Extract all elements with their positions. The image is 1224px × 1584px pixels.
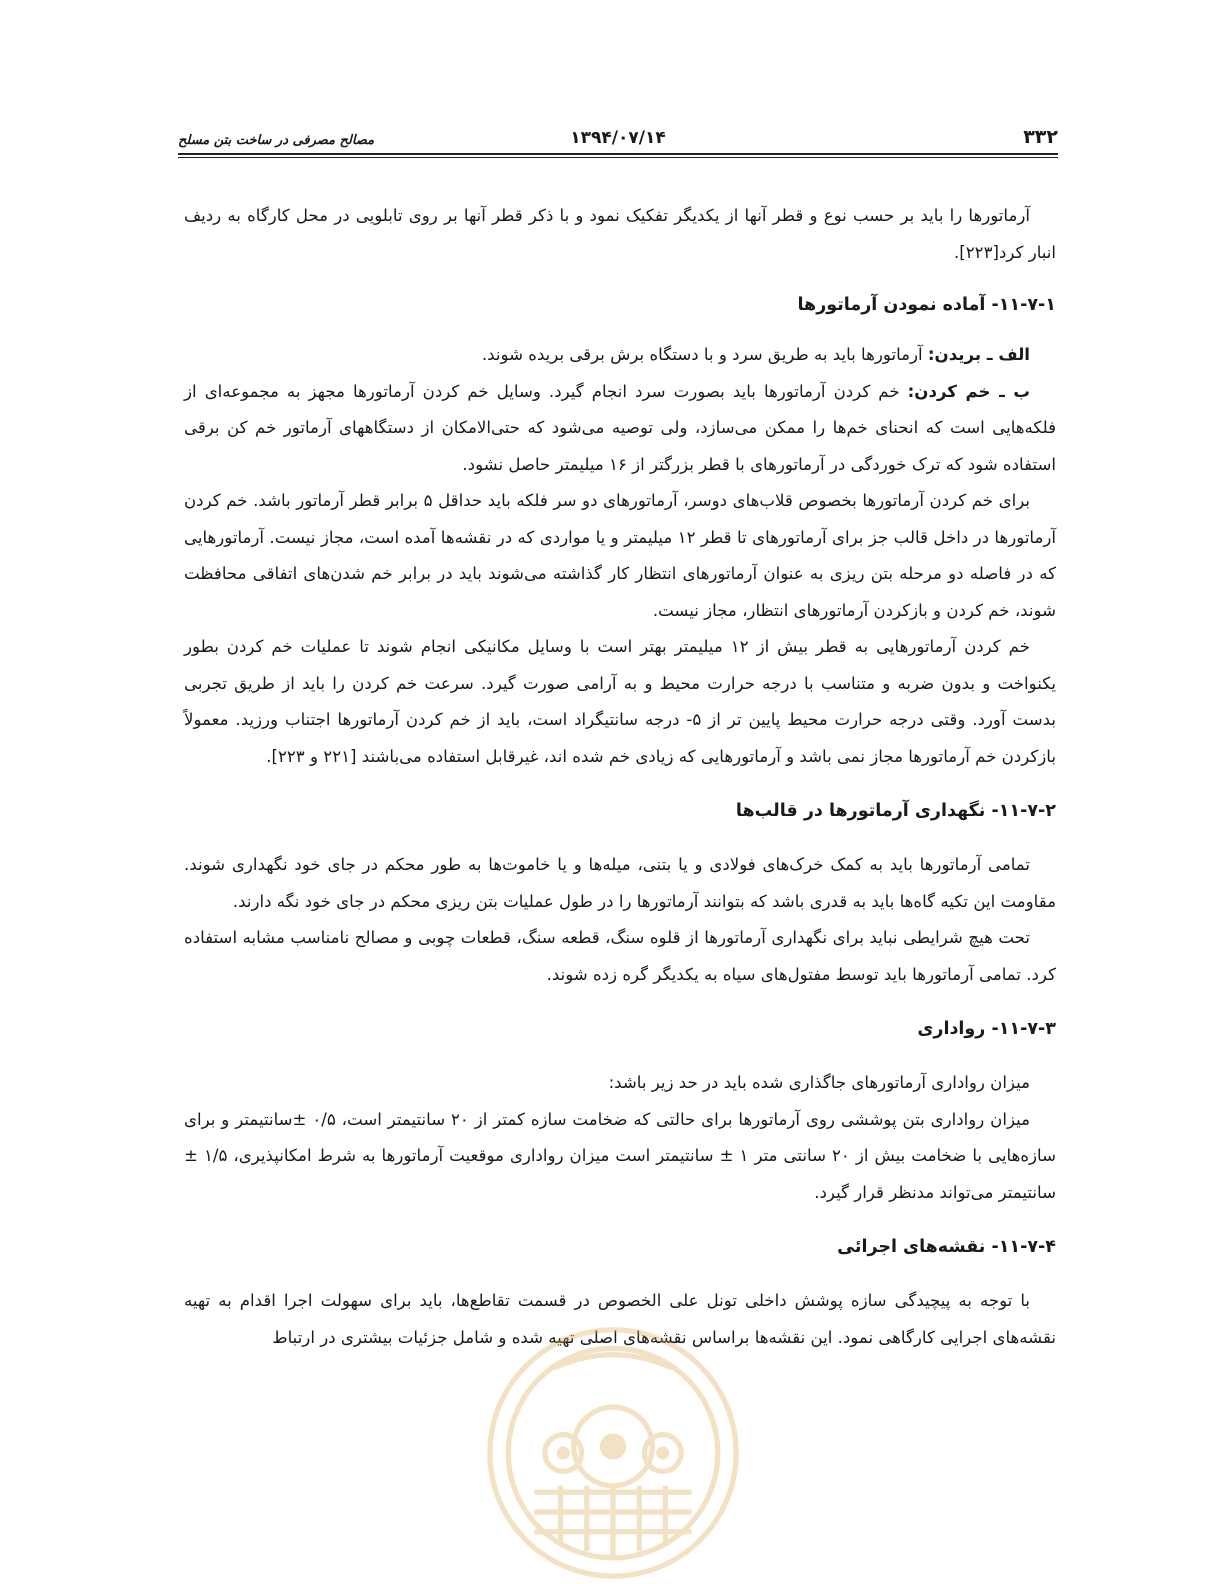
section-heading-1: ۱۱-۷-۱- آماده نمودن آرماتورها xyxy=(797,295,1056,315)
item-cutting xyxy=(184,337,1056,374)
item-bending-label: ب ـ خم کردن: xyxy=(907,381,1030,401)
item-cutting-label: الف ـ بریدن: xyxy=(927,345,1030,364)
item-bending-text: خم کردن آرماتورها باید بصورت سرد انجام گیرد. وسایل خم کردن آرماتورها مجهز به مجموعه‌ای از فلکه‌هایی است که انحنای خم‌ها را ممکن می‌سازد، ولی توصیه می‌شود که حتی‌الامکان از دستگاههای آرماتور خم کن برقی استفاده شود که ترک خوردگی در آرماتورهای با قطر بزرگتر از ۱۶ میلیمتر حاصل نشود. xyxy=(184,381,1056,474)
paragraph: تمامی آرماتورها باید به کمک خرک‌های فولادی و یا بتنی، میله‌ها و یا خاموت‌ها به طور محکم در جای خود نگهداری شوند. مقاومت این تکیه گاه‌ها باید به قدری باشد که بتوانند آرماتورها را در طول عملیات بتن ریزی محکم در جای خود نگه دارند. xyxy=(184,855,1056,911)
item-cutting-text: آرماتورها باید به طریق سرد و با دستگاه برش برقی بریده شوند. xyxy=(481,345,928,364)
page-header xyxy=(178,120,1058,148)
header-date: ۱۳۹۴/۰۷/۱۴ xyxy=(570,128,666,148)
section-heading-3: ۱۱-۷-۳- رواداری xyxy=(917,1019,1056,1039)
paragraph: برای خم کردن آرماتورها بخصوص قلاب‌های دوسر، آرماتورهای دو سر فلکه باید حداقل ۵ برابر قطر آرماتور باشد. خم کردن آرماتورها در داخل قالب جز برای آرماتورهای تا قطر ۱۲ میلیمتر و یا مواردی که در نقشه‌ها آمده است، مجاز نیست. آرماتورهایی که در فاصله دو مرحله بتن ریزی به عنوان آرماتورهای انتظار کار گذاشته می‌شوند باید در برابر خم شدن‌های اتفاقی محافظت شوند، خم کردن و بازکردن آرماتورهای انتظار، مجاز نیست. xyxy=(184,491,1057,620)
body-text xyxy=(184,198,1056,1356)
page-number: ۳۳۲ xyxy=(1023,126,1058,148)
intro-paragraph: آرماتورها را باید بر حسب نوع و قطر آنها از یکدیگر تفکیک نمود و با ذکر قطر آنها بر روی تابلویی در محل کارگاه به ردیف انبار کرد[۲۲۳]. xyxy=(184,206,1056,262)
institution-seal-icon xyxy=(482,1322,744,1584)
section-heading-2: ۱۱-۷-۲- نگهداری آرماتورها در قالب‌ها xyxy=(735,801,1056,821)
running-title: مصالح مصرفی در ساخت بتن مسلح xyxy=(178,133,375,148)
paragraph: خم کردن آرماتورهایی به قطر بیش از ۱۲ میلیمتر بهتر است با وسایل مکانیکی انجام شوند تا عملیات خم کردن بطور یکنواخت و بدون ضربه و متناسب با درجه حرارت محیط و به آرامی صورت گیرد. سرعت خم کردن را باید از طریق تجربی بدست آورد. وقتی درجه حرارت محیط پایین تر از ۵- درجه سانتیگراد است، باید از خم کردن آرماتورها اجتناب ورزید. معمولاً بازکردن خم آرماتورها مجاز نمی باشد و آرماتورهایی که زیادی خم شده اند، غیرقابل استفاده می‌باشند [۲۲۱ و ۲۲۳]. xyxy=(184,637,1056,766)
paragraph: میزان رواداری بتن پوششی روی آرماتورها برای حالتی که ضخامت سازه کمتر از ۲۰ سانتیمتر است، ۰/۵ ±سانتیمتر و برای سازه‌هایی با ضخامت بیش از ۲۰ سانتی متر ۱ ± سانتیمتر است میزان رواداری موقعیت آرماتورها به شرط امکانپذیری، ۱/۵ ± سانتیمتر می‌تواند مدنظر قرار گیرد. xyxy=(184,1109,1056,1202)
section-heading-4: ۱۱-۷-۴- نقشه‌های اجرائی xyxy=(837,1237,1056,1257)
item-bending xyxy=(184,374,1056,484)
header-rule-thick xyxy=(178,153,1058,155)
header-rule-thin xyxy=(178,157,1058,158)
paragraph: با توجه به پیچیدگی سازه پوشش داخلی تونل علی الخصوص در قسمت تقاطع‌ها، باید برای سهولت اجرا اقدام به تهیه نقشه‌های اجرایی کارگاهی نمود. این نقشه‌ها براساس نقشه‌های اصلی تهیه شده و شامل جزئیات بیشتری در ارتباط xyxy=(184,1291,1056,1347)
paragraph: میزان رواداری آرماتورهای جاگذاری شده باید در حد زیر باشد: xyxy=(608,1073,1030,1092)
paragraph: تحت هیچ شرایطی نباید برای نگهداری آرماتورها از قلوه سنگ، قطعه سنگ، قطعات چوبی و مصالح نامناسب مشابه استفاده کرد. تمامی آرماتورها باید توسط مفتول‌های سیاه به یکدیگر گره زده شوند. xyxy=(184,928,1056,984)
